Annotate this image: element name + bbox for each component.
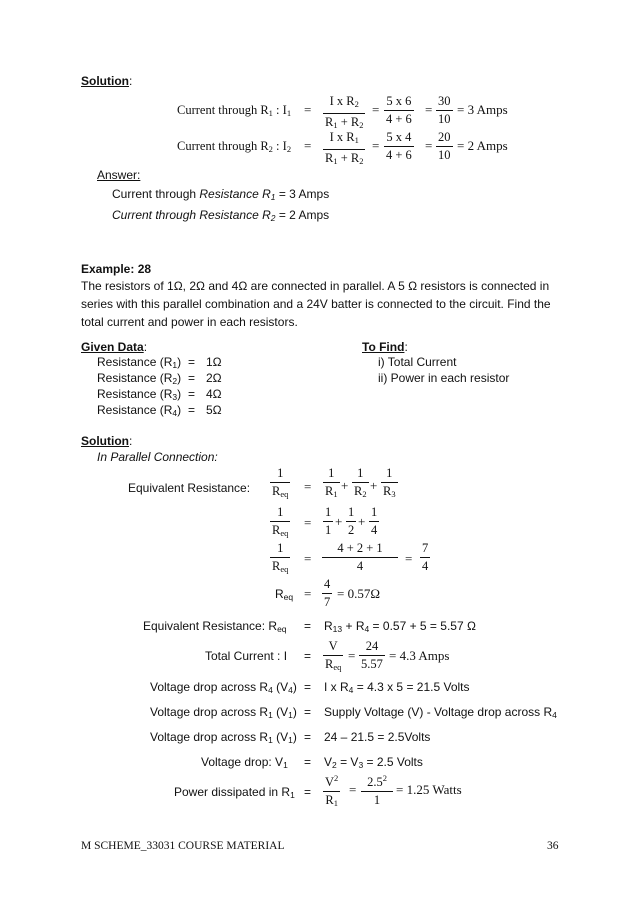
parallel-connection-subheading: In Parallel Connection:	[97, 450, 218, 464]
given-data-heading	[81, 340, 147, 354]
fraction-sum	[322, 540, 398, 575]
power-dissipated-label	[174, 785, 295, 800]
equals-sign: =	[304, 755, 312, 769]
req-label	[275, 587, 293, 602]
given-row	[97, 403, 181, 418]
label: Voltage drop across R	[150, 680, 269, 694]
label: Resistance (R	[97, 403, 173, 417]
numerator: 20	[438, 130, 451, 144]
numerator: 1	[325, 505, 332, 519]
fraction-1-4	[369, 504, 379, 539]
footer-page-number: 36	[547, 840, 559, 852]
sup: 2	[334, 773, 339, 783]
voltage-drop-r4-label	[150, 680, 297, 695]
sub: 1	[288, 710, 293, 720]
sub: 4	[348, 685, 354, 695]
denominator	[270, 557, 290, 578]
sub: 1	[286, 108, 292, 118]
v: V	[325, 775, 335, 790]
a: R	[324, 619, 333, 633]
b: + R	[342, 619, 365, 633]
sub: 1	[333, 156, 338, 166]
sub: 4	[288, 685, 293, 695]
plus-sign: +	[370, 478, 378, 493]
mid: (V	[272, 730, 289, 744]
numerator	[365, 770, 389, 791]
equals-sign: =	[304, 649, 312, 663]
fraction-25sq-1	[361, 770, 393, 809]
denominator	[270, 521, 290, 542]
italic-text: Current through Resistance R	[112, 208, 271, 222]
denominator	[323, 149, 365, 170]
fraction-1-2	[346, 504, 356, 539]
sub: 2	[332, 760, 337, 770]
denominator: 4	[322, 557, 398, 575]
voltage-drop-r1-value: 24 – 21.5 = 2.5Volts	[324, 730, 431, 744]
current-r1-label	[177, 103, 291, 118]
denominator: 4 + 6	[386, 148, 412, 162]
denominator: 4 + 6	[386, 112, 412, 126]
close: )	[177, 387, 182, 401]
numerator: 1	[371, 505, 378, 519]
fraction-ir2	[323, 93, 365, 134]
sub: 2	[270, 213, 276, 223]
equivalent-resistance-total-label	[143, 619, 287, 634]
a: V	[324, 755, 333, 769]
v: 2.5	[367, 775, 383, 790]
equals-sign: =	[372, 138, 380, 153]
voltage-drop-r1-label	[150, 730, 297, 745]
given-eq: =	[188, 371, 196, 385]
sub: eq	[333, 662, 342, 672]
num-text: I x R	[329, 130, 355, 144]
sub: 1	[268, 108, 273, 118]
numerator	[328, 93, 361, 113]
solution-heading-1	[81, 74, 132, 88]
denominator: $R_2$	[352, 482, 369, 503]
answer-label: Answer:	[97, 168, 141, 182]
fraction-24-557	[359, 638, 385, 673]
fraction-1-req	[270, 465, 290, 503]
fraction-v-req	[323, 638, 343, 676]
sub: eq	[283, 592, 294, 602]
mid: : I	[272, 103, 287, 117]
current-r2-label	[177, 139, 291, 154]
given-value: 1Ω	[206, 355, 222, 369]
fraction-7-4	[420, 540, 430, 575]
given-row	[97, 387, 181, 402]
sub: 2	[362, 489, 367, 499]
solution-heading-text: Solution	[81, 434, 129, 448]
sub: 2	[359, 120, 364, 130]
to-find-heading-text: To Find	[362, 340, 405, 354]
equals-sign: =	[304, 138, 312, 153]
num-text: I x R	[329, 94, 355, 108]
label: Resistance (R	[97, 387, 173, 401]
numerator: 1	[277, 541, 284, 555]
voltage-drop-r4-value	[324, 680, 470, 695]
equivalent-resistance-total-value	[324, 619, 476, 634]
close: )	[292, 730, 297, 744]
numerator: 1	[277, 466, 284, 480]
fraction-1-r3	[381, 465, 398, 503]
numerator: 30	[438, 94, 451, 108]
equals-sign: =	[304, 730, 312, 744]
denominator: 10	[438, 148, 451, 162]
denominator: 1	[361, 791, 393, 809]
to-find-item: i) Total Current	[378, 355, 457, 369]
footer-course: M SCHEME_33031 COURSE MATERIAL	[81, 840, 285, 852]
denominator: $R_3$	[381, 482, 398, 503]
sub: 1	[354, 135, 359, 145]
denominator: 1	[325, 523, 332, 537]
value: Supply Voltage (V) - Voltage drop across R	[324, 705, 553, 719]
close: )	[177, 403, 182, 417]
prefix: Current through	[112, 187, 200, 201]
sub: 2	[354, 99, 359, 109]
sub: 2	[359, 156, 364, 166]
sub: 2	[268, 144, 273, 154]
sub: 2	[286, 144, 292, 154]
fraction-20-10	[436, 129, 453, 164]
equals-sign: =	[304, 479, 312, 494]
fraction-v2-r1	[323, 770, 340, 812]
equals-sign: =	[405, 551, 413, 566]
given-heading-text: Given Data	[81, 340, 144, 354]
den-a: R	[325, 115, 334, 129]
result: = 3 Amps	[457, 102, 508, 117]
fraction-5x6	[384, 93, 414, 128]
equals-sign: =	[304, 785, 312, 799]
numerator: 1	[348, 505, 355, 519]
equals-sign: =	[372, 102, 380, 117]
label: Equivalent Resistance: R	[143, 619, 278, 633]
answer-line-1	[112, 187, 329, 202]
denominator: 4	[371, 523, 378, 537]
numerator: 7	[422, 541, 429, 555]
given-eq: =	[188, 355, 196, 369]
sub: eq	[280, 564, 289, 574]
result: = 0.57Ω	[337, 586, 380, 601]
sub: 3	[172, 392, 178, 402]
numerator: 5 x 6	[386, 94, 412, 108]
equals-sign: =	[304, 619, 312, 633]
fraction-4-7	[322, 576, 332, 611]
label: Voltage drop across R	[150, 730, 269, 744]
den-b: + R	[340, 151, 360, 165]
value: I x R	[324, 680, 349, 694]
result: = 2 Amps	[457, 138, 508, 153]
numerator: 1	[277, 505, 284, 519]
voltage-drop-r1-value	[324, 705, 557, 720]
colon: :	[404, 340, 408, 354]
sub: 1	[333, 798, 338, 809]
example-heading: Example: 28	[81, 262, 152, 276]
voltage-drop-v1-value	[324, 755, 423, 770]
r: R	[272, 523, 281, 537]
denominator	[323, 655, 343, 676]
sub: eq	[280, 489, 289, 499]
sub: 4	[268, 685, 273, 695]
fraction-1-1	[323, 504, 333, 539]
sub: 1	[288, 735, 293, 745]
total-current-label: Total Current : I	[205, 649, 288, 663]
label: Voltage drop: V	[201, 755, 284, 769]
given-eq: =	[188, 387, 196, 401]
numerator: 4 + 2 + 1	[337, 541, 383, 555]
equals-sign: =	[349, 782, 357, 797]
close: )	[177, 355, 182, 369]
sub: 2	[172, 376, 178, 386]
equals-sign: =	[304, 586, 312, 601]
given-eq: =	[188, 403, 196, 417]
sub: 3	[358, 760, 364, 770]
c: = 0.57 + 5 = 5.57 Ω	[369, 619, 476, 633]
fraction-1-r1	[323, 465, 340, 503]
r: R	[325, 657, 334, 671]
denominator: 10	[438, 112, 451, 126]
sub: 1	[172, 360, 178, 370]
solution-heading-text: Solution	[81, 74, 129, 88]
sub: 1	[333, 120, 338, 130]
label-text: Current through R	[177, 139, 269, 153]
voltage-drop-v1-label	[201, 755, 288, 770]
mid: (V	[272, 680, 289, 694]
sub: 1	[268, 735, 273, 745]
sub: 1	[333, 489, 338, 499]
r: R	[272, 559, 281, 573]
given-row	[97, 371, 181, 386]
close: )	[177, 371, 182, 385]
equals-sign: =	[304, 680, 312, 694]
given-value: 2Ω	[206, 371, 222, 385]
den-a: R	[325, 151, 334, 165]
italic-text: Resistance R	[199, 187, 271, 201]
numerator: 1	[386, 466, 393, 480]
result: = 1.25 Watts	[396, 782, 462, 797]
plus-sign: +	[358, 514, 366, 529]
rest: = 4.3 x 5 = 21.5 Volts	[353, 680, 470, 694]
equals-sign: =	[304, 102, 312, 117]
denominator: 5.57	[361, 657, 383, 671]
sub: 4	[172, 408, 178, 418]
close: )	[292, 705, 297, 719]
r: R	[325, 793, 334, 808]
denominator	[270, 482, 290, 503]
sub: 3	[391, 489, 396, 499]
fraction-1-req	[270, 540, 290, 578]
value: = 3 Amps	[275, 187, 330, 201]
equals-sign: =	[304, 515, 312, 530]
denominator: 7	[324, 595, 331, 609]
numerator: 24	[365, 639, 379, 653]
to-find-item: ii) Power in each resistor	[378, 371, 510, 385]
denominator	[323, 791, 340, 812]
numerator: 5 x 4	[386, 130, 412, 144]
sub: 13	[332, 624, 343, 634]
given-value: 5Ω	[206, 403, 222, 417]
sub: 1	[290, 790, 295, 800]
equals-sign: =	[425, 102, 433, 117]
sub: eq	[280, 528, 289, 538]
label: Resistance (R	[97, 355, 173, 369]
close: )	[292, 680, 297, 694]
solution-heading-2	[81, 434, 132, 448]
label: Resistance (R	[97, 371, 173, 385]
plus-sign: +	[335, 514, 343, 529]
r: R	[272, 484, 281, 498]
given-row	[97, 355, 181, 370]
colon: :	[129, 434, 133, 448]
sub: 4	[552, 710, 557, 720]
equals-sign: =	[304, 551, 312, 566]
plus-sign: +	[341, 478, 349, 493]
result: = 4.3 Amps	[389, 648, 450, 663]
answer-line-2	[112, 208, 329, 223]
colon: :	[143, 340, 148, 354]
denominator: 4	[422, 559, 429, 573]
equivalent-resistance-label: Equivalent Resistance:	[128, 481, 251, 495]
equals-sign: =	[425, 138, 433, 153]
label: Voltage drop across R	[150, 705, 269, 719]
mid: (V	[272, 705, 289, 719]
given-value: 4Ω	[206, 387, 222, 401]
colon: :	[129, 74, 133, 88]
numerator: 1	[328, 466, 335, 480]
label: Power dissipated in R	[174, 785, 291, 799]
equals-sign: =	[348, 648, 356, 663]
sub: 4	[364, 624, 370, 634]
mid: : I	[272, 139, 287, 153]
numerator: 4	[324, 577, 331, 591]
to-find-heading	[362, 340, 408, 354]
r: R	[275, 587, 284, 601]
label-text: Current through R	[177, 103, 269, 117]
voltage-drop-r1-label	[150, 705, 297, 720]
numerator: 1	[357, 466, 364, 480]
fraction-5x4	[384, 129, 414, 164]
value: = 2 Amps	[275, 208, 330, 222]
sub: 1	[268, 710, 273, 720]
b: = V	[336, 755, 359, 769]
c: = 2.5 Volts	[363, 755, 423, 769]
numerator: V	[328, 639, 338, 653]
sup: 2	[382, 773, 387, 783]
denominator: $R_1$	[323, 482, 340, 503]
den-b: + R	[340, 115, 360, 129]
sub: 1	[283, 760, 288, 770]
fraction-30-10	[436, 93, 453, 128]
equals-sign: =	[304, 705, 312, 719]
sub: eq	[277, 624, 287, 634]
fraction-ir1	[323, 129, 365, 170]
example-text: The resistors of 1Ω, 2Ω and 4Ω are connected in parallel. A 5 Ω resistors is connected in series with this parallel combination and a 24V batter is connected to the circuit. Find the total current and power in each resistors.	[81, 279, 551, 329]
fraction-1-req	[270, 504, 290, 542]
fraction-1-r2	[352, 465, 369, 503]
sub: 1	[270, 192, 276, 202]
denominator: 2	[348, 523, 355, 537]
numerator	[323, 770, 340, 791]
numerator	[328, 129, 361, 149]
